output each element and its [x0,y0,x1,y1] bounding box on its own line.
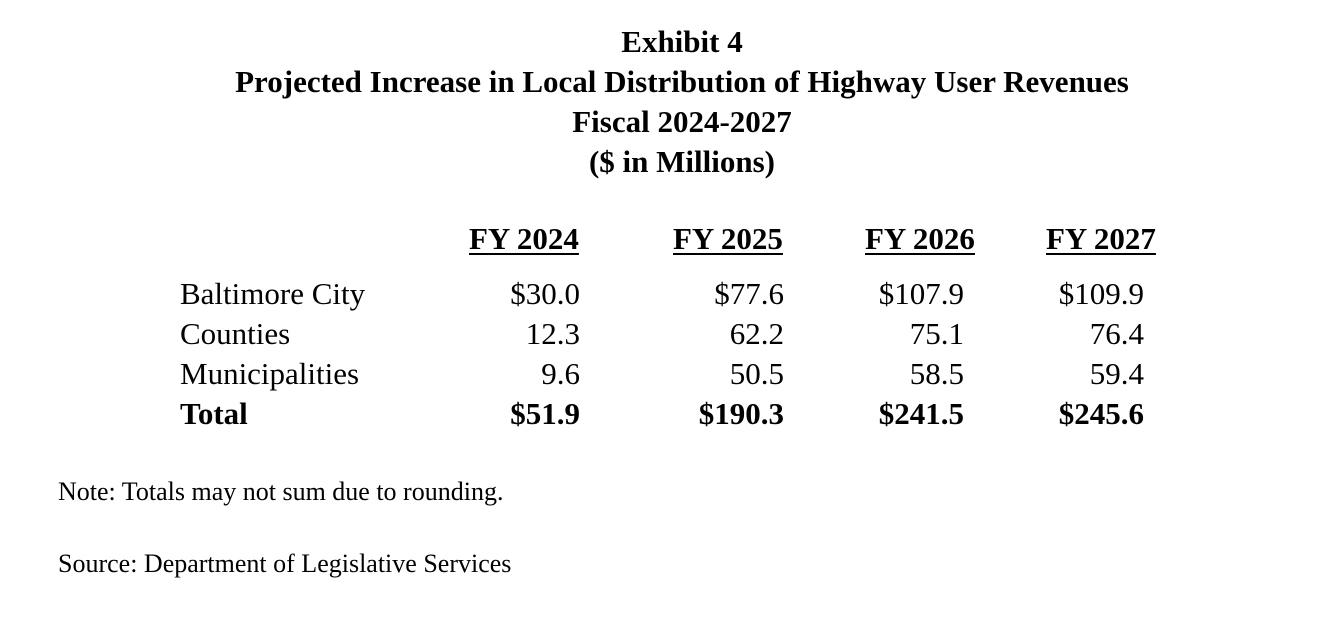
column-header-fy2025: FY 2025 [673,221,783,256]
cell-municipalities-fy2027: 59.4 [1089,356,1144,391]
cell-counties-fy2027: 76.4 [1089,316,1144,351]
exhibit-number: Exhibit 4 [621,24,743,59]
exhibit-units: ($ in Millions) [588,144,775,179]
cell-baltimore-fy2025: $77.6 [714,276,784,311]
row-label-municipalities: Municipalities [180,356,360,391]
row-label-total: Total [180,396,248,431]
cell-total-fy2025: $190.3 [698,396,784,431]
footnote-note: Note: Totals may not sum due to rounding. [58,477,504,506]
row-label-counties: Counties [180,316,291,351]
footnote-source: Source: Department of Legislative Services [58,549,512,578]
cell-municipalities-fy2025: 50.5 [729,356,784,391]
cell-counties-fy2026: 75.1 [909,316,964,351]
cell-municipalities-fy2024: 9.6 [541,356,580,391]
cell-counties-fy2024: 12.3 [525,316,580,351]
exhibit-title [0,22,1324,182]
column-header-fy2026: FY 2026 [865,221,975,256]
column-header-fy2024: FY 2024 [469,221,579,256]
cell-total-fy2026: $241.5 [878,396,964,431]
row-label-baltimore-city: Baltimore City [180,276,366,311]
cell-baltimore-fy2026: $107.9 [878,276,964,311]
cell-baltimore-fy2027: $109.9 [1058,276,1144,311]
cell-municipalities-fy2026: 58.5 [909,356,964,391]
column-header-fy2027: FY 2027 [1046,221,1156,256]
cell-total-fy2024: $51.9 [510,396,580,431]
cell-counties-fy2025: 62.2 [729,316,784,351]
exhibit-main-title: Projected Increase in Local Distribution of Highway User Revenues [235,64,1129,99]
exhibit-period: Fiscal 2024-2027 [572,104,792,139]
cell-baltimore-fy2024: $30.0 [510,276,580,311]
cell-total-fy2027: $245.6 [1058,396,1144,431]
